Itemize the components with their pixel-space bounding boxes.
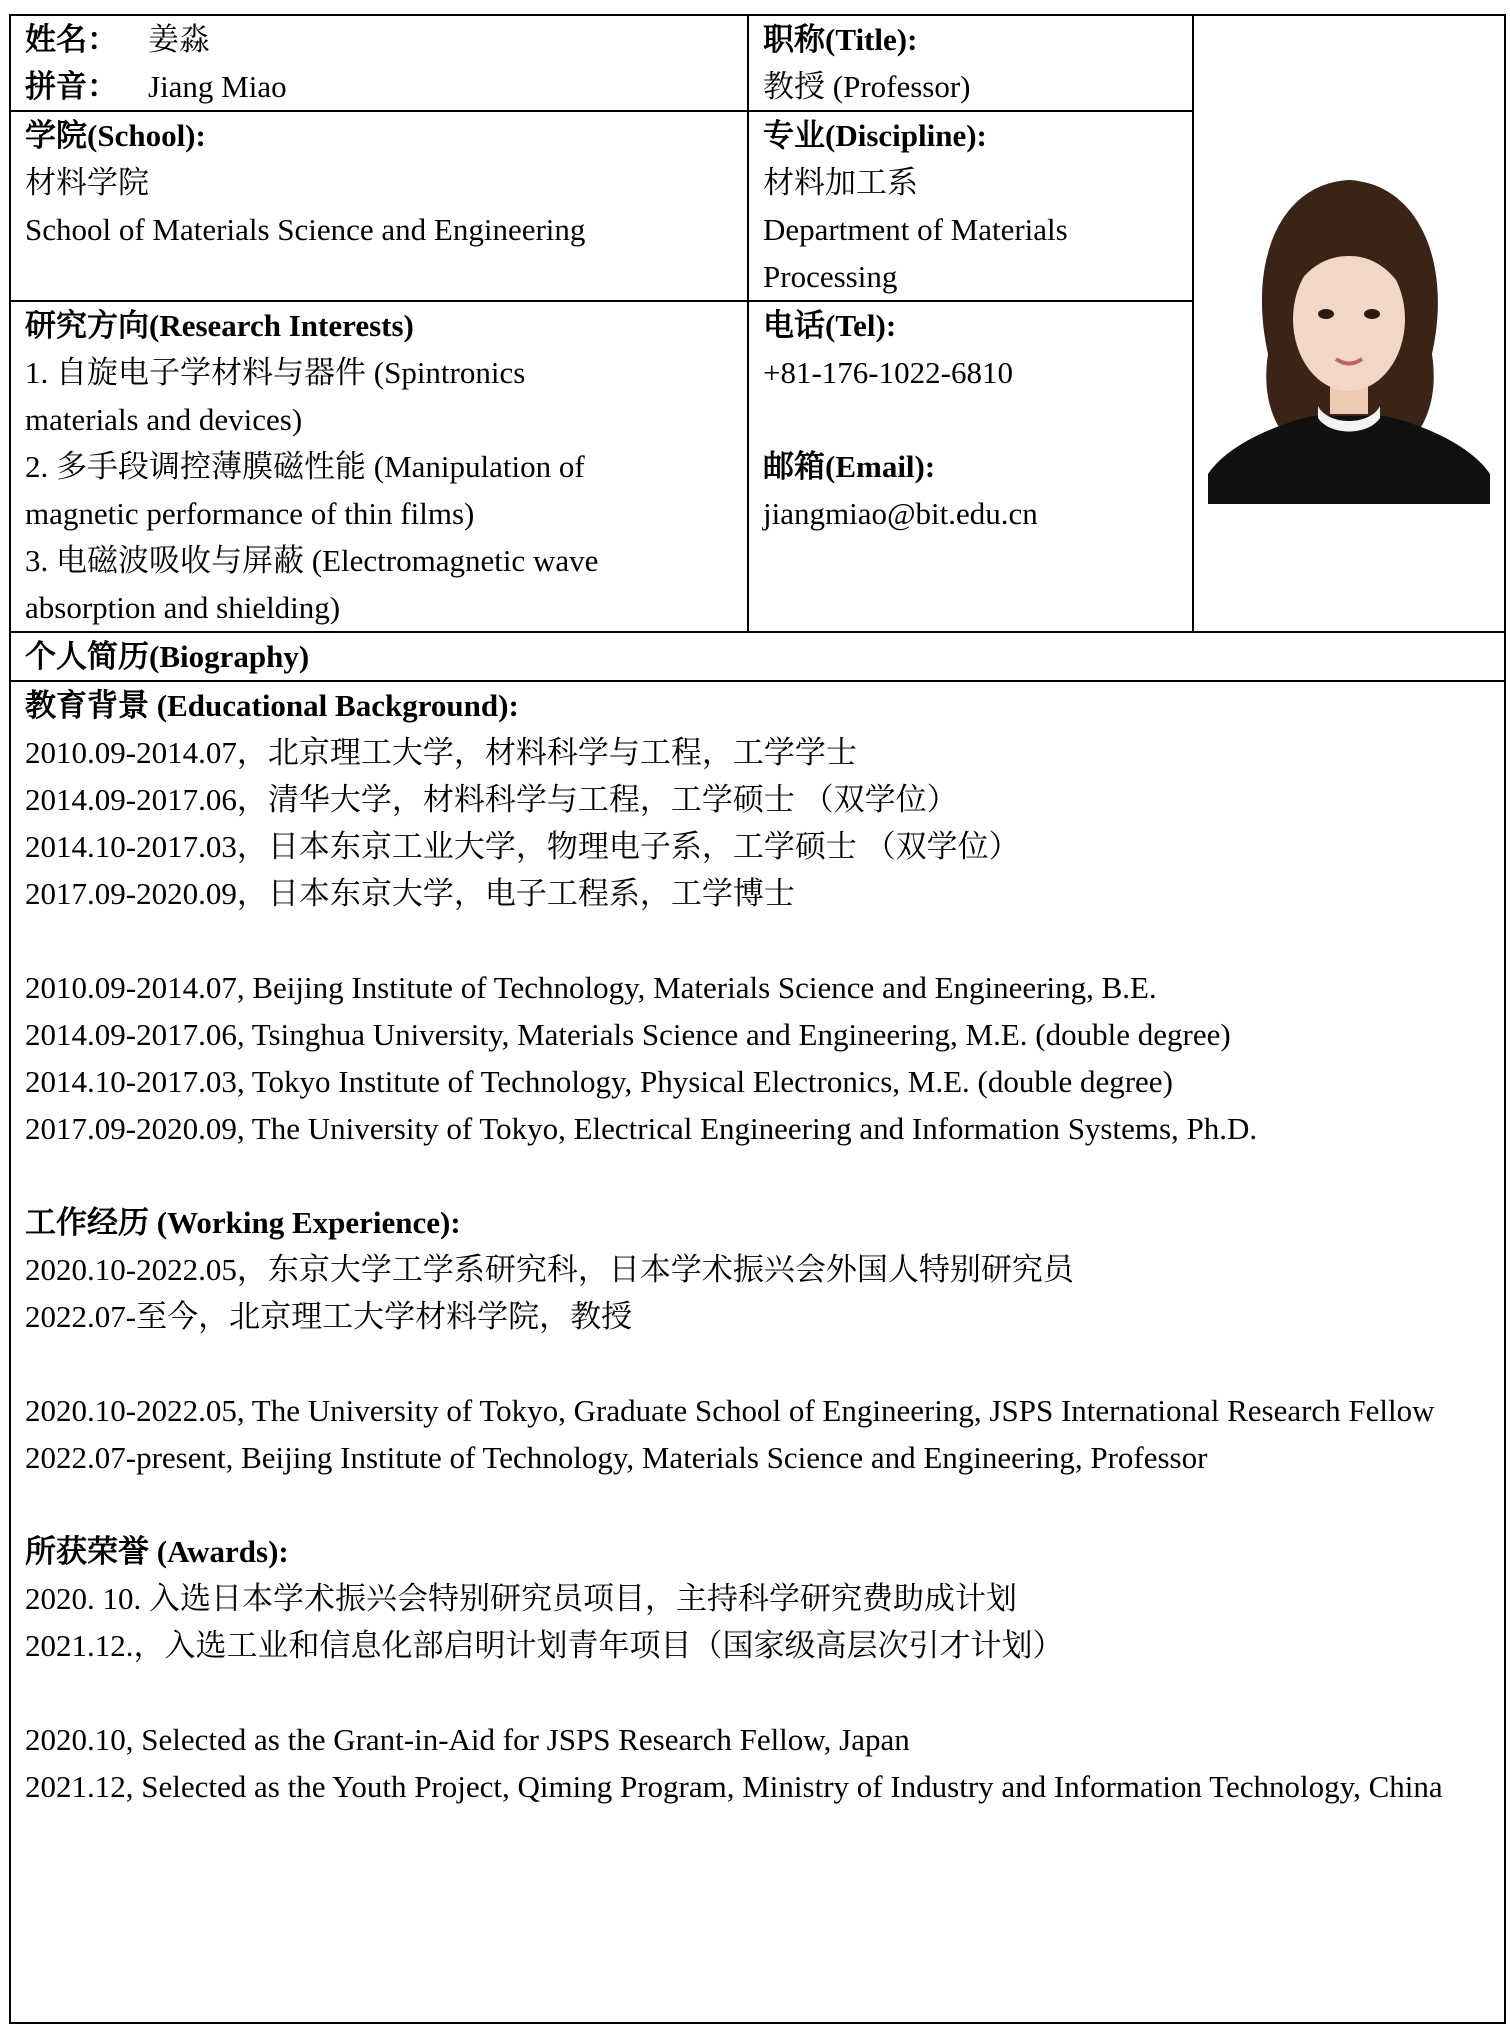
discipline-label: 专业(Discipline): [763,118,987,153]
research-label: 研究方向(Research Interests) [25,308,414,343]
name-label: 姓名： [25,22,118,57]
awards-heading: 所获荣誉 (Awards): [25,1534,289,1569]
awards-cn-item: 2021.12.，入选工业和信息化部启明计划青年项目（国家级高层次引才计划） [25,1628,1064,1663]
pinyin-label: 拼音： [25,69,118,104]
education-cn-item: 2010.09-2014.07，北京理工大学，材料科学与工程，工学学士 [25,735,857,770]
awards-en-item: 2021.12, Selected as the Youth Project, Qiming Program, Ministry of Industry and Information Technology, China [25,1769,1443,1804]
research-item: 2. 多手段调控薄膜磁性能 (Manipulation of [25,449,585,484]
pinyin-line [25,63,741,110]
discipline-value-en-1: Department of Materials [763,212,1068,247]
email-value: jiangmiao@bit.edu.cn [763,496,1038,531]
photo-cell [1193,15,1505,632]
work-heading: 工作经历 (Working Experience): [25,1205,461,1240]
portrait-photo [1208,144,1490,504]
school-value-en: School of Materials Science and Engineering [25,212,586,247]
discipline-value-en-2: Processing [763,259,898,294]
education-cn-item: 2017.09-2020.09，日本东京大学，电子工程系，工学博士 [25,876,795,911]
research-item: 3. 电磁波吸收与屏蔽 (Electromagnetic wave [25,543,599,578]
education-heading: 教育背景 (Educational Background): [25,688,519,723]
name-line [25,16,741,63]
research-item: 1. 自旋电子学材料与器件 (Spintronics [25,355,526,390]
awards-en-item: 2020.10, Selected as the Grant-in-Aid for JSPS Research Fellow, Japan [25,1722,910,1757]
work-en-item: 2022.07-present, Beijing Institute of Technology, Materials Science and Engineering, Professor [25,1440,1208,1475]
education-en-item: 2014.10-2017.03, Tokyo Institute of Technology, Physical Electronics, M.E. (double degree) [25,1064,1173,1099]
school-value-cn: 材料学院 [25,165,149,200]
work-cn-item: 2020.10-2022.05，东京大学工学系研究科，日本学术振兴会外国人特别研究员 [25,1252,1074,1287]
education-en-item: 2010.09-2014.07, Beijing Institute of Technology, Materials Science and Engineering, B.E. [25,970,1157,1005]
email-label: 邮箱(Email): [763,449,936,484]
education-cn-item: 2014.10-2017.03，日本东京工业大学，物理电子系，工学硕士 （双学位） [25,829,1020,864]
discipline-value-cn: 材料加工系 [763,165,918,200]
research-item: materials and devices) [25,402,303,437]
row-name-title [10,15,1505,111]
education-cn-item: 2014.09-2017.06，清华大学，材料科学与工程，工学硕士 （双学位） [25,782,958,817]
tel-label: 电话(Tel): [763,308,897,343]
row-bio-header [10,632,1505,681]
title-value: 教授 (Professor) [763,69,971,104]
bio-header: 个人简历(Biography) [25,639,310,674]
title-label: 职称(Title): [763,22,918,57]
work-cn-item: 2022.07-至今，北京理工大学材料学院，教授 [25,1299,633,1334]
work-en-item: 2020.10-2022.05, The University of Tokyo, Graduate School of Engineering, JSPS International Research Fellow [25,1393,1435,1428]
tel-value: +81-176-1022-6810 [763,355,1013,390]
research-item: absorption and shielding) [25,590,341,625]
school-label: 学院(School): [25,118,206,153]
research-item: magnetic performance of thin films) [25,496,475,531]
awards-cn-item: 2020. 10. 入选日本学术振兴会特别研究员项目，主持科学研究费助成计划 [25,1581,1017,1616]
row-bio-body [10,681,1505,2023]
education-en-item: 2017.09-2020.09, The University of Tokyo, Electrical Engineering and Information Systems, Ph.D. [25,1111,1258,1146]
cv-table [9,14,1506,2024]
name-value: 姜淼 [148,22,210,57]
pinyin-value: Jiang Miao [148,69,287,104]
education-en-item: 2014.09-2017.06, Tsinghua University, Materials Science and Engineering, M.E. (double degree) [25,1017,1231,1052]
